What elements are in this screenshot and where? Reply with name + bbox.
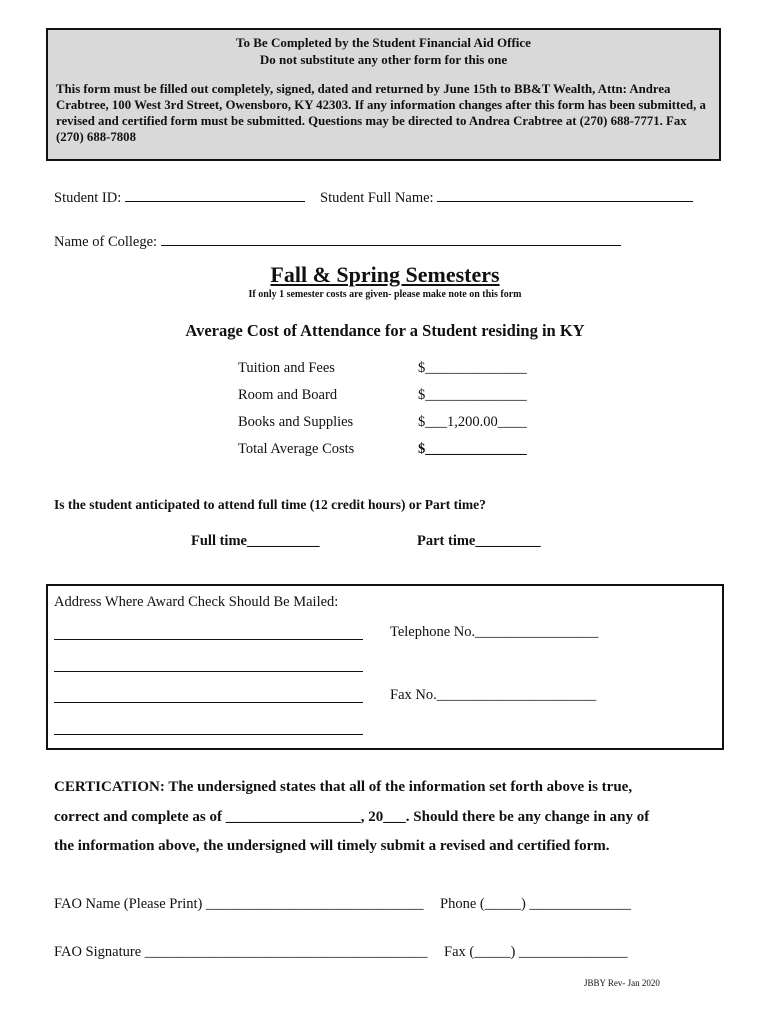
books-label: Books and Supplies xyxy=(238,414,354,430)
address-line-3[interactable] xyxy=(54,702,363,703)
student-name-line[interactable] xyxy=(437,187,693,202)
fax-field[interactable]: Fax No.______________________ xyxy=(390,687,597,703)
total-value[interactable]: $______________ xyxy=(418,441,527,457)
books-value[interactable]: $___1,200.00____ xyxy=(418,414,527,430)
student-id-line[interactable] xyxy=(125,187,305,202)
student-id-field[interactable] xyxy=(54,187,305,207)
address-line-4[interactable] xyxy=(54,734,363,735)
address-label: Address Where Award Check Should Be Mailed: xyxy=(54,594,339,610)
enrollment-question: Is the student anticipated to attend full time (12 credit hours) or Part time? xyxy=(54,497,486,512)
total-label: Total Average Costs xyxy=(238,441,355,457)
college-field[interactable] xyxy=(54,231,621,251)
header-instructions: This form must be filled out completely, signed, dated and returned by June 15th to BB&T Wealth, Attn: Andrea Crabtree, 100 West 3rd Street, Owensboro, KY 42303. If any information changes after this form has been submitted, a revised and certified form must be submitted. Questions may be directed to Andrea Crabtree at (270) 688-7771. Fax (270) 688-7808 xyxy=(56,82,706,144)
fao-signature-field[interactable]: FAO Signature _______________________________________ xyxy=(54,944,428,960)
tuition-label: Tuition and Fees xyxy=(238,360,335,376)
semesters-title: Fall & Spring Semesters xyxy=(270,262,500,287)
telephone-field[interactable]: Telephone No._________________ xyxy=(390,624,599,640)
certification-line-3: the information above, the undersigned will timely submit a revised and certified form. xyxy=(54,838,610,854)
fao-fax-field[interactable]: Fax (_____) _______________ xyxy=(444,944,628,960)
student-id-label: Student ID: xyxy=(54,190,122,206)
student-name-field[interactable] xyxy=(320,187,693,207)
part-time-field[interactable]: Part time_________ xyxy=(417,533,541,549)
cost-heading: Average Cost of Attendance for a Student residing in KY xyxy=(185,321,585,340)
room-board-label: Room and Board xyxy=(238,387,338,403)
header-subtitle: Do not substitute any other form for this one xyxy=(259,52,508,67)
college-line[interactable] xyxy=(161,231,621,246)
fao-phone-field[interactable]: Phone (_____) ______________ xyxy=(440,896,631,912)
full-time-field[interactable]: Full time__________ xyxy=(191,533,320,549)
certification-line-2[interactable]: correct and complete as of __________________, 20___. Should there be any change in any of xyxy=(54,809,650,825)
fao-name-field[interactable]: FAO Name (Please Print) ______________________________ xyxy=(54,896,424,912)
room-board-value[interactable]: $______________ xyxy=(418,387,527,403)
college-label: Name of College: xyxy=(54,234,158,250)
revision-footer: JBBY Rev- Jan 2020 xyxy=(584,978,660,988)
semesters-note: If only 1 semester costs are given- please make note on this form xyxy=(248,289,522,300)
header-title: To Be Completed by the Student Financial Aid Office xyxy=(236,35,531,50)
tuition-value[interactable]: $______________ xyxy=(418,360,527,376)
address-line-2[interactable] xyxy=(54,671,363,672)
instructions-box xyxy=(46,28,721,161)
student-name-label: Student Full Name: xyxy=(320,190,434,206)
address-line-1[interactable] xyxy=(54,639,363,640)
certification-line-1: CERTICATION: The undersigned states that all of the information set forth above is true, xyxy=(54,779,633,795)
